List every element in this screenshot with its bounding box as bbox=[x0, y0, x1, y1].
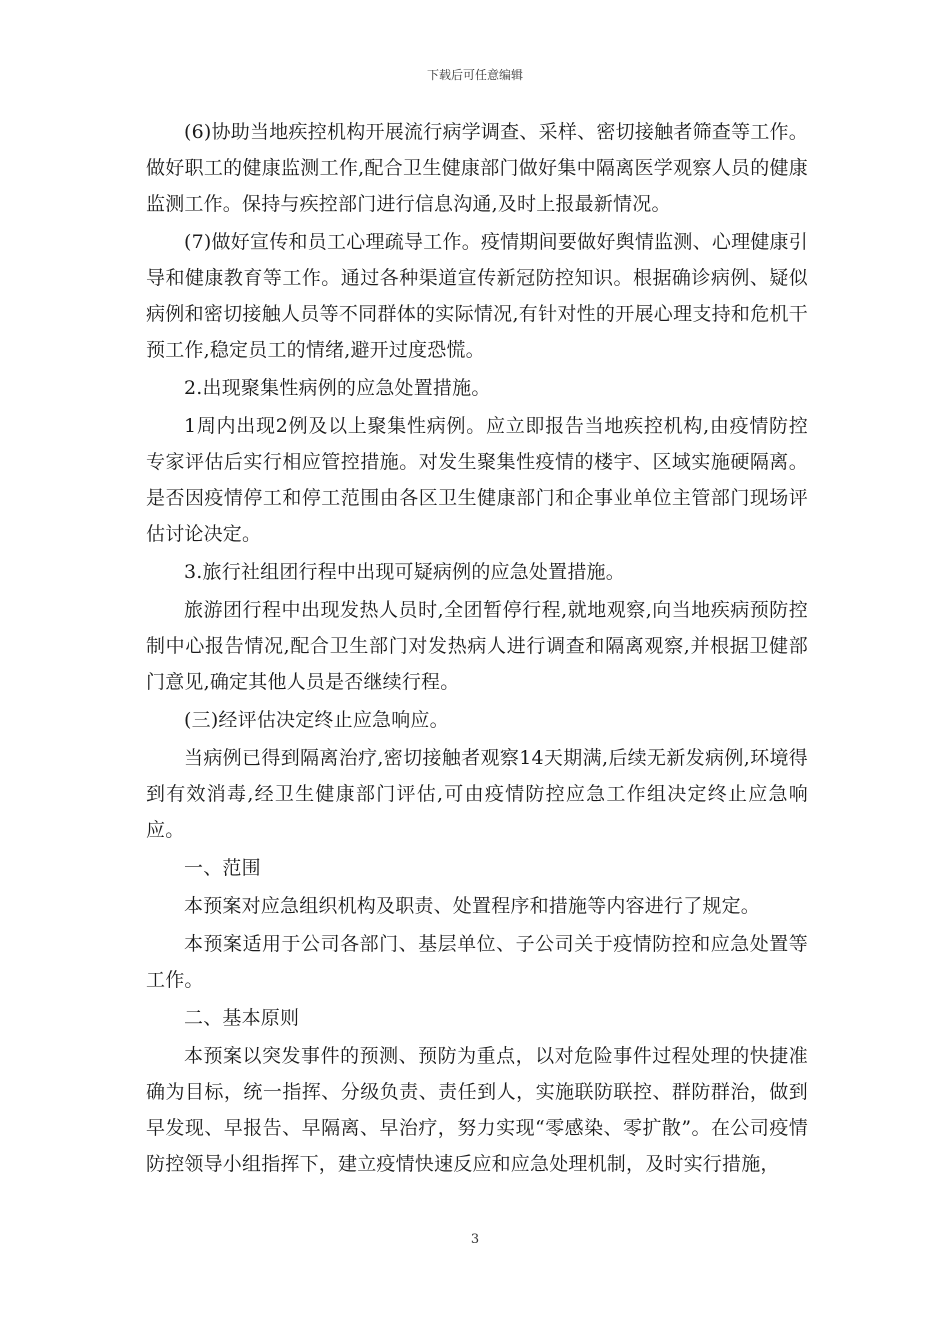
section-heading-scope: 一、范围 bbox=[184, 857, 261, 879]
section-heading-terminate-response: (三)经评估决定终止应急响应。 bbox=[184, 709, 449, 731]
section-heading-principles: 二、基本原则 bbox=[184, 1007, 300, 1029]
paragraph-terminate-response: 当病例已得到隔离治疗,密切接触者观察14天期满,后续无新发病例,环境得到有效消毒,经卫生健康部门评估,可由疫情防控应急工作组决定终止应急响应。 bbox=[146, 747, 808, 841]
page-header: 下载后可任意编辑 bbox=[426, 68, 523, 82]
paragraph-scope-1: 本预案对应急组织机构及职责、处置程序和措施等内容进行了规定。 bbox=[184, 895, 761, 917]
paragraph-scope-2: 本预案适用于公司各部门、基层单位、子公司关于疫情防控和应急处置等工作。 bbox=[146, 933, 808, 991]
paragraph-cluster-cases: 1周内出现2例及以上聚集性病例。应立即报告当地疾控机构,由疫情防控专家评估后实行相应管控措施。对发生聚集性疫情的楼宇、区域实施硬隔离。是否因疫情停工和停工范围由各区卫生健康部门和企事业单位主管部门现场评估讨论决定。 bbox=[146, 415, 808, 545]
paragraph-item-7: (7)做好宣传和员工心理疏导工作。疫情期间要做好舆情监测、心理健康引导和健康教育等工作。通过各种渠道宣传新冠防控知识。根据确诊病例、疑似病例和密切接触人员等不同群体的实际情况,有针对性的开展心理支持和危机干预工作,稳定员工的情绪,避开过度恐慌。 bbox=[146, 231, 808, 361]
paragraph-item-6: (6)协助当地疾控机构开展流行病学调查、采样、密切接触者筛查等工作。做好职工的健康监测工作,配合卫生健康部门做好集中隔离医学观察人员的健康监测工作。保持与疾控部门进行信息沟通,及时上报最新情况。 bbox=[146, 121, 808, 215]
paragraph-tour-cases: 旅游团行程中出现发热人员时,全团暂停行程,就地观察,向当地疾病预防控制中心报告情况,配合卫生部门对发热病人进行调查和隔离观察,并根据卫健部门意见,确定其他人员是否继续行程。 bbox=[146, 599, 808, 693]
page-number: 3 bbox=[470, 1232, 480, 1247]
paragraph-principles: 本预案以突发事件的预测、预防为重点，以对危险事件过程处理的快捷准确为目标，统一指挥、分级负责、责任到人，实施联防联控、群防群治，做到早发现、早报告、早隔离、早治疗，努力实现“零感染、零扩散”。在公司疫情防控领导小组指挥下，建立疫情快速反应和应急处理机制，及时实行措施， bbox=[146, 1045, 808, 1175]
section-heading-tour-cases: 3.旅行社组团行程中出现可疑病例的应急处置措施。 bbox=[184, 561, 625, 583]
document-body bbox=[146, 114, 808, 1184]
section-heading-cluster-cases: 2.出现聚集性病例的应急处置措施。 bbox=[184, 377, 491, 399]
